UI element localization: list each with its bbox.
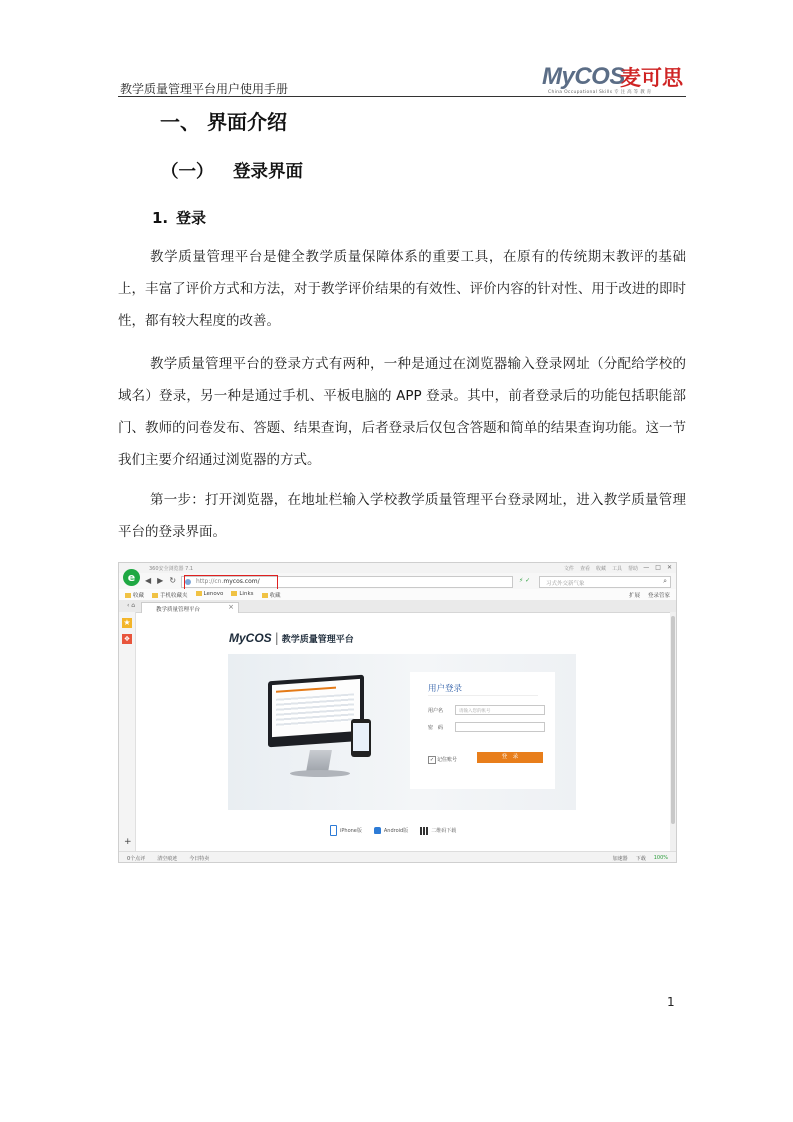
app-download-links [330,825,456,836]
android-icon [374,827,381,834]
favorite-item: Links [231,591,253,599]
minimize-icon: — [643,564,650,571]
login-hero-banner [228,654,576,810]
search-placeholder: 习式外交新气象 [546,580,585,587]
monitor-illustration [268,675,364,748]
qrcode-icon [420,827,428,835]
heading-2-text: 登录界面 [233,162,303,182]
site-name: 教学质量管理平台 [281,635,354,645]
tab-bar [119,600,676,613]
lightning-icon: ⚡ ✓ [519,577,531,584]
browser-sidebar [119,612,136,852]
back-icon: ◀ [145,576,152,585]
star-icon: ★ [123,618,131,627]
favorite-item: 收藏 [125,591,144,599]
heading-3-number: 1. [152,209,169,227]
address-url: http://cn.mycos.com/ [196,578,260,585]
heading-level-3 [152,207,206,228]
favorites-right [629,591,670,599]
menu-item: 查看 [579,566,590,572]
paragraph-step-one: 第一步：打开浏览器，在地址栏输入学校教学质量管理平台登录网址，进入教学质量管理平台的登录界面。 [118,492,686,540]
heading-level-1: 一、 界面介绍 [160,110,287,134]
tab-close-icon: × [228,603,234,611]
login-button: 登 录 [477,752,543,763]
browser-title: 360安全浏览器 7.1 [149,566,194,572]
username-input: 请输入您的帐号 [455,705,545,715]
android-link: Android版 [374,825,408,836]
browser-logo-icon: e [123,569,140,586]
heading-2-number: （一） [161,162,214,182]
favorite-item: 手机收藏夹 [152,591,188,599]
maximize-icon: □ [655,564,661,571]
favorites-items [125,591,281,599]
menu-item: 帮助 [627,566,638,572]
password-label: 密 码 [428,725,444,731]
heading-level-2 [161,158,303,183]
tab-title: 教学质量管理平台 [156,606,201,613]
logo-chinese: 麦可思 [620,66,683,90]
login-panel [410,672,555,789]
logo-subtitle: China Occupational Skills 专 注 高 等 教 育 [548,90,652,95]
logo-wordmark: MyCOS [542,63,625,90]
status-left: 0个点评 清空痕迹 今日特卖 [127,855,210,862]
scrollbar [670,612,676,852]
close-icon: ✕ [666,564,672,571]
site-logo: MyCOS | 教学质量管理平台 [229,631,354,645]
site-logo-wordmark: MyCOS [229,631,272,645]
document-header-title: 教学质量管理平台用户使用手册 [120,82,289,96]
mycos-logo [542,64,692,96]
heading-3-text: 登录 [176,209,207,227]
phone-illustration [351,719,371,757]
plus-icon: + [124,837,132,847]
browser-menu [564,565,638,572]
password-input [455,722,545,732]
menu-item: 收藏 [595,566,606,572]
browser-titlebar [119,563,676,573]
iphone-link: iPhone版 [330,825,362,836]
qrcode-link: 二维码下载 [420,825,456,836]
remember-label: 记住账号 [437,757,458,763]
browser-statusbar [119,851,676,863]
forward-icon: ▶ [157,576,164,585]
extension-label: 扩展 [628,593,640,599]
paragraph-login-methods: 教学质量管理平台的登录方式有两种，一种是通过在浏览器输入登录网址（分配给学校的域名）登录，另一种是通过手机、平板电脑的 APP 登录。其中，前者登录后的功能包括职能部门、教师的问卷发布、答题、结果查询，后者登录后仅包含答题和简单的结果查询功能。这一节我们主要介绍通过浏览器的方式。 [118,356,686,468]
login-manager-label: 登录管家 [647,593,670,599]
page-number: 1 [667,995,675,1009]
remember-checkbox: ✓ [429,757,435,763]
search-box [539,576,671,588]
phone-icon [330,825,337,836]
window-controls [643,564,672,571]
favorite-item: 收藏 [262,591,281,599]
paragraph-intro: 教学质量管理平台是健全教学质量保障体系的重要工具，在原有的传统期末教评的基础上，丰富了评价方式和方法，对于教学评价结果的有效性、评价内容的针对性、用于改进的即时性，都有较大程度的改善。 [118,249,686,329]
zoom-level: 100% [653,854,668,861]
login-title: 用户登录 [428,684,463,694]
search-icon: ⌕ [663,577,667,585]
menu-item: 工具 [611,566,622,572]
menu-item: 文件 [563,566,574,572]
browser-tab [141,602,239,613]
refresh-icon: ↻ [169,576,177,585]
gift-icon: ❖ [123,635,131,643]
status-right: 加速器 下载 100% [612,854,668,862]
header-divider [118,96,686,97]
username-label: 用户名 [428,708,444,714]
tab-nav-icon: ‹ ⌂ [127,602,136,609]
browser-screenshot-figure [118,562,677,863]
favorite-item: Lenovo [196,591,224,599]
address-highlight-box [184,575,278,590]
